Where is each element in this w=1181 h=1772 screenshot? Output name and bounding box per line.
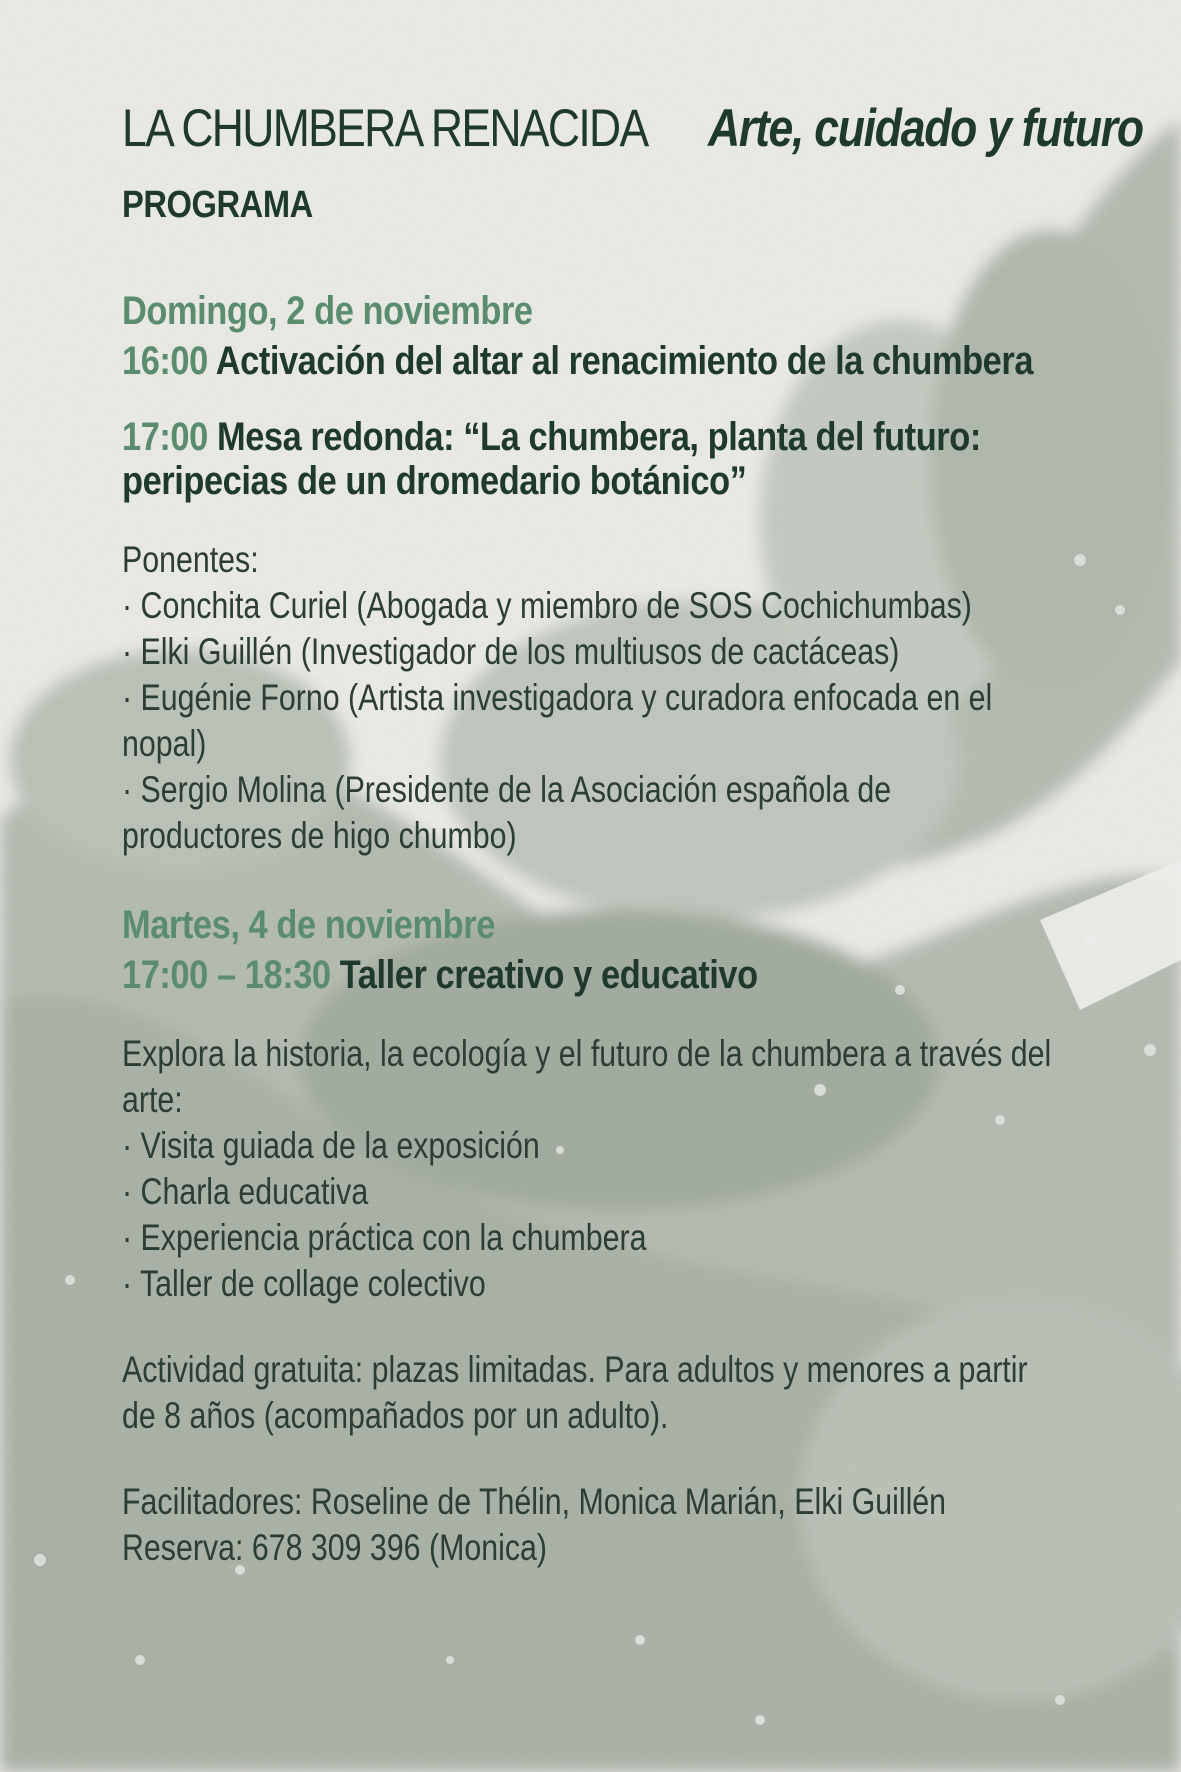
activity-item: · Taller de collage colectivo [122,1263,486,1305]
day1-date: Domingo, 2 de noviembre [122,289,533,334]
activity-item: · Charla educativa [122,1171,369,1213]
speakers-block [122,537,1057,859]
speaker-item: · Elki Guillén (Investigador de los multiusos de cactáceas) [122,631,900,673]
section-heading: PROGRAMA [122,184,313,227]
day1-event2 [122,415,1077,503]
activity-item: · Visita guiada de la exposición [122,1125,540,1167]
program-content [122,99,1143,1571]
facilitators-line: Facilitadores: Roseline de Thélin, Monica Marián, Elki Guillén [122,1481,947,1523]
event-subtitle: Arte, cuidado y futuro [708,99,1143,158]
speaker-item: · Conchita Curiel (Abogada y miembro de SOS Cochichumbas) [122,585,972,627]
booking-line: Reserva: 678 309 396 (Monica) [122,1527,548,1569]
day2-event [122,953,1077,997]
day1-event2-time: 17:00 [122,415,208,460]
workshop-intro: Explora la historia, la ecología y el futuro de la chumbera a través del arte: [122,1033,1052,1121]
speaker-item: · Eugénie Forno (Artista investigadora y curadora enfocada en el nopal) [122,677,993,765]
day2-date: Martes, 4 de noviembre [122,903,495,948]
day1-event1 [122,339,1077,383]
day2-event-time: 17:00 – 18:30 [122,953,331,998]
speakers-label: Ponentes: [122,539,259,581]
title-row [122,99,1143,158]
day1-event2-name: Mesa redonda: “La chumbera, planta del futuro: peripecias de un dromedario botánico” [122,415,981,504]
speaker-item: · Sergio Molina (Presidente de la Asociación española de productores de higo chumbo) [122,769,892,857]
speakers-list [122,583,1057,859]
free-activity-note: Actividad gratuita: plazas limitadas. Para adultos y menores a partir de 8 años (acompañados por un adulto). [122,1349,1028,1437]
day2-event-name: Taller creativo y educativo [339,953,758,998]
workshop-description [122,1031,1057,1307]
activities-list [122,1123,1057,1307]
day1-event1-time: 16:00 [122,339,208,384]
activity-item: · Experiencia práctica con la chumbera [122,1217,647,1259]
event-title: LA CHUMBERA RENACIDA [122,99,648,158]
day1-event1-name: Activación del altar al renacimiento de la chumbera [215,339,1034,384]
contact-block [122,1479,1057,1571]
